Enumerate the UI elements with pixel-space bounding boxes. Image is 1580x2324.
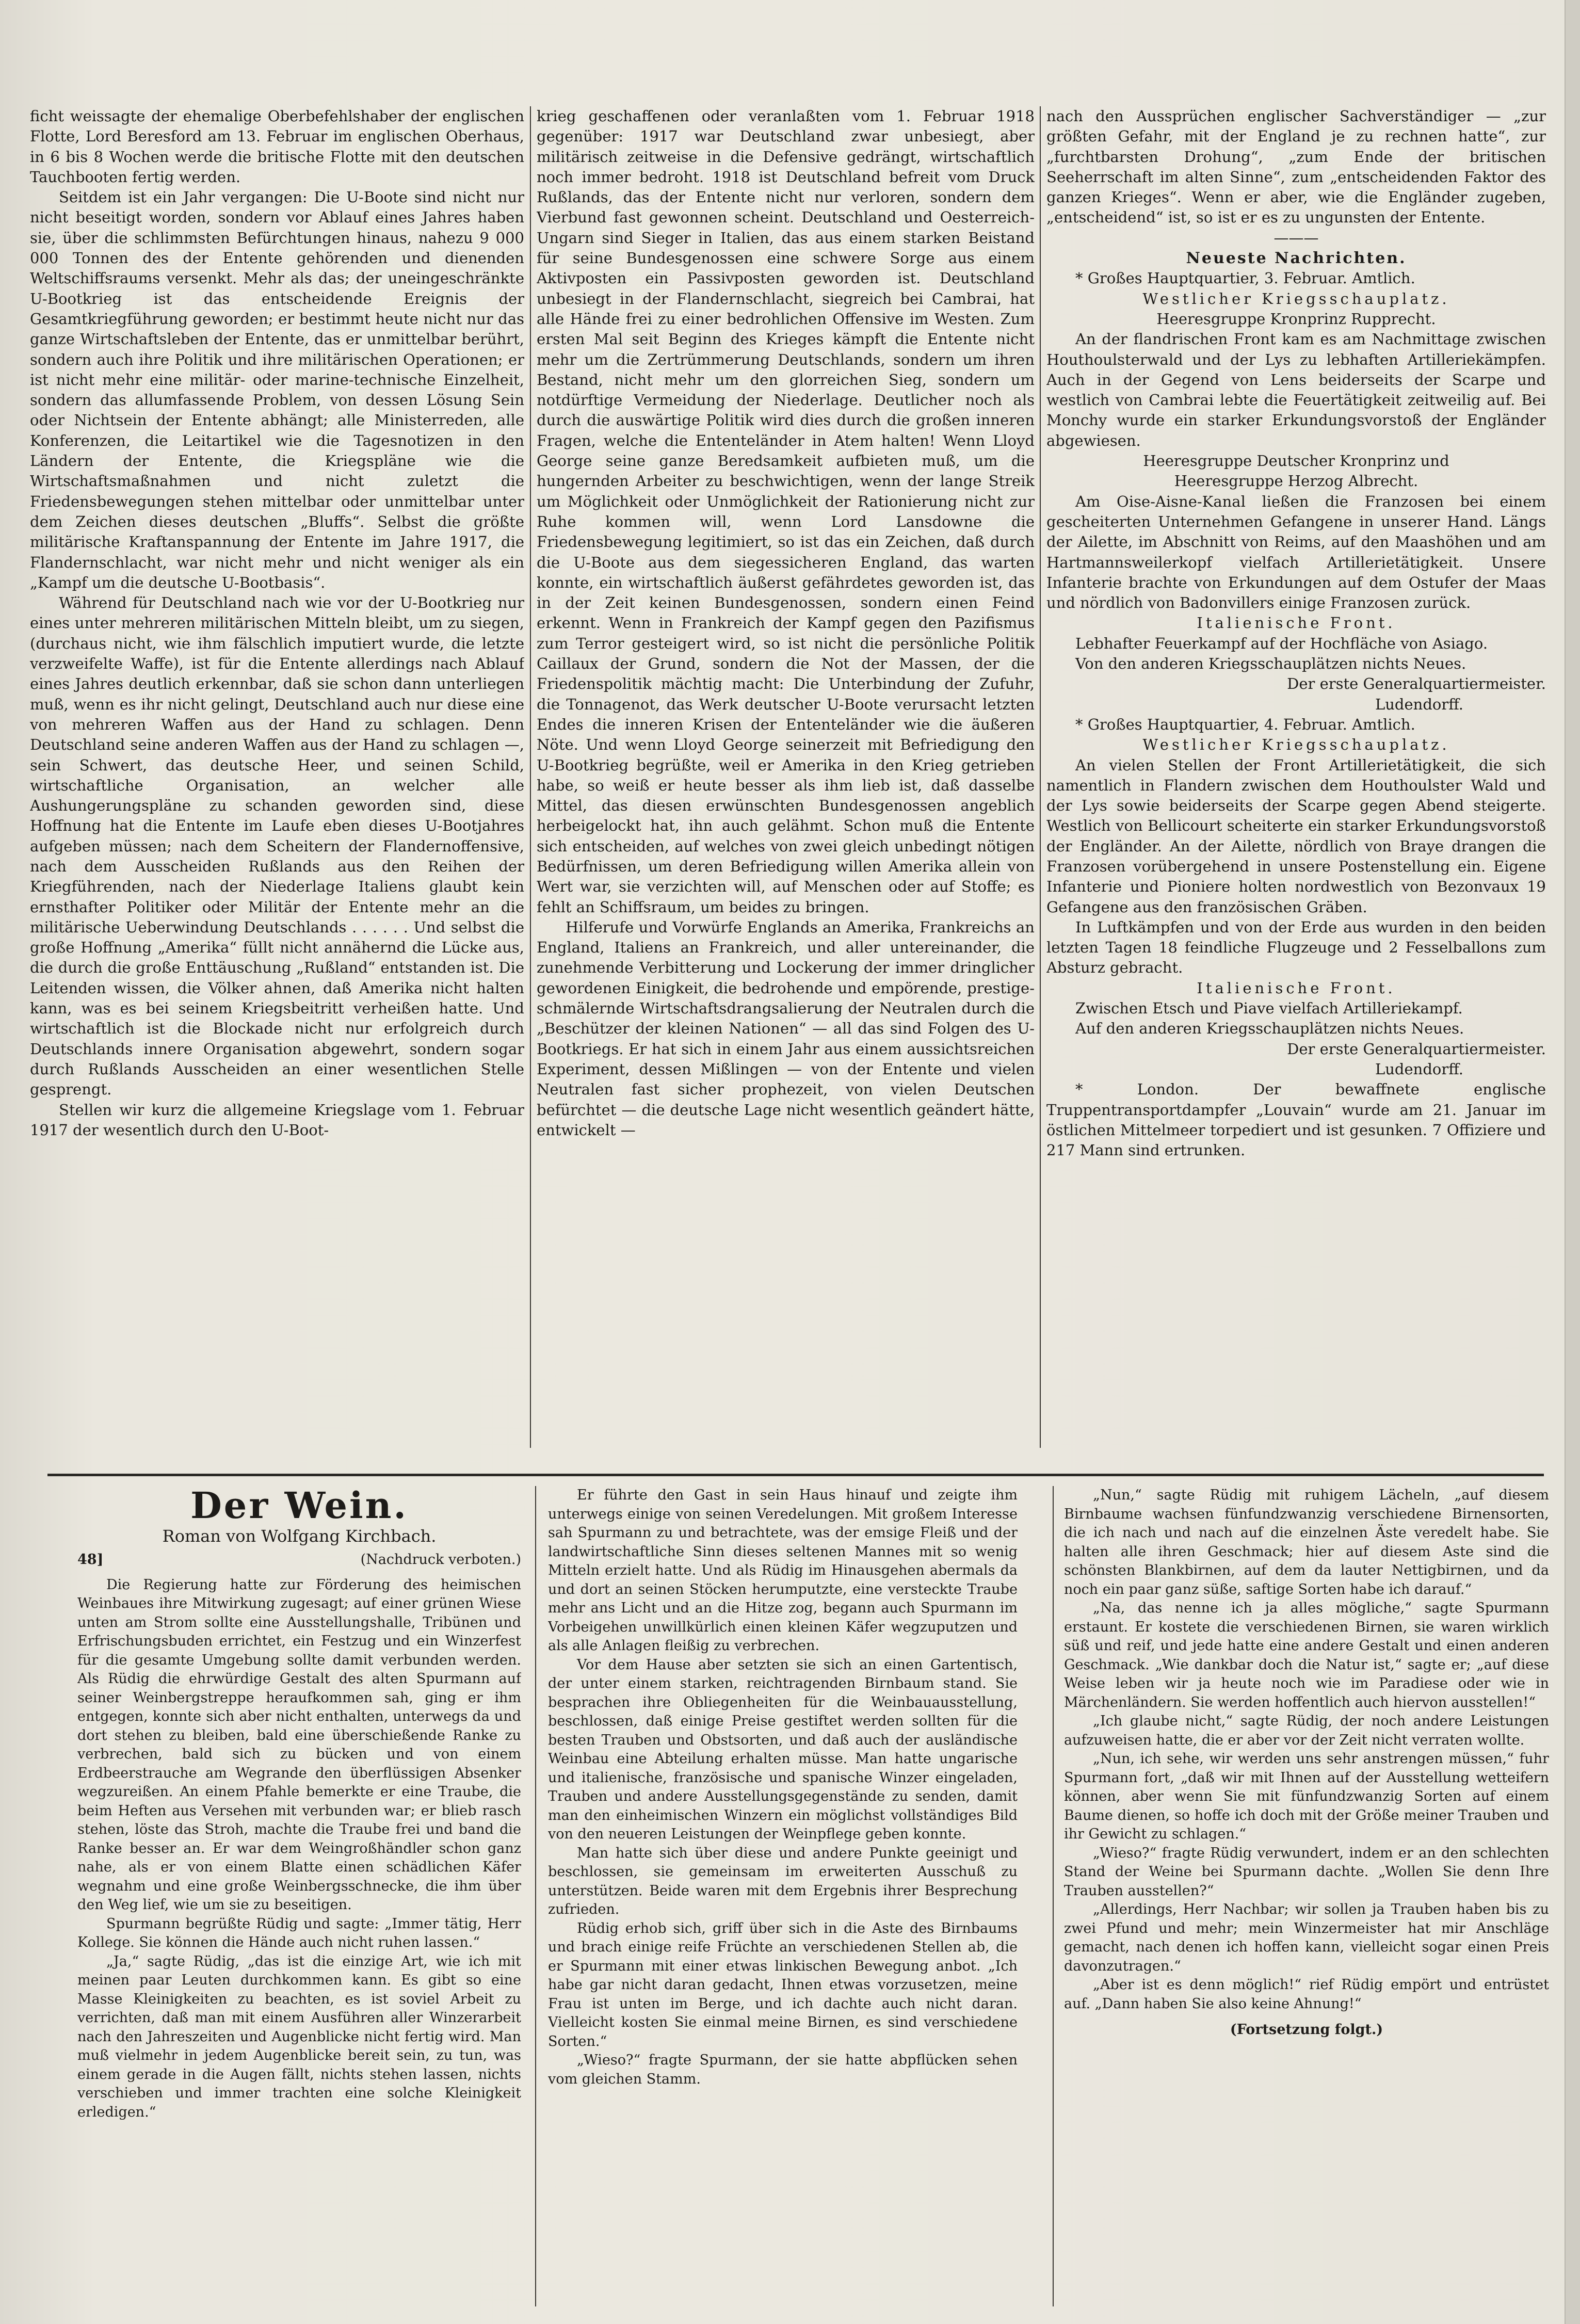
section-rule xyxy=(47,1474,1544,1476)
novel-column-3 xyxy=(1064,1486,1549,2306)
novel-paragraph: „Allerdings, Herr Nachbar; wir sollen ja Trauben haben bis zu zwei Pfund und mehr; mein Winzermeister hat mir Anschläge gemacht, nach denen ich hoffen kann, vielleicht sogar einen Preis davonzutragen.“ xyxy=(1064,1901,1549,1974)
novel-paragraph: Die Regierung hatte zur Förderung des heimischen Weinbaues ihre Mitwirkung zugesagt; auf einer grünen Wiese unten am Strom sollte eine Ausstellungshalle, Tribünen und Erfrischungsbuden errichtet, ein Festzug und ein Winzerfest für die gesamte Umgebung sollte damit verbunden werden. Als Rüdig die ehrwürdige Gestalt des alten Spurmann auf seiner Weinbergstreppe heraufkommen sah, ging er ihm entgegen, konnte sich aber nicht enthalten, unterwegs da und dort stehen zu bleiben, bald eine überschießende Ranke zu verbrechen, bald sich zu bücken und von einem Erdbeerstrauche am Wegrande den überflüssigen Absenker wegzureißen. An einem Pfahle bemerkte er eine Traube, die beim Heften aus Versehen mit verbunden war; er blieb rasch stehen, löste das Stroh, machte die Traube frei und band die Ranke besser an. Er war dem Weingroßhändler schon ganz nahe, als er von einem Blatte einen schädlichen Käfer wegnahm und eine große Weinbergsschnecke, die ihm über den Weg lief, wie um sie zu beseitigen. xyxy=(77,1576,521,1913)
army-group-heading: Heeresgruppe Herzog Albrecht. xyxy=(1174,472,1418,490)
theater-heading: Westlicher Kriegsschauplatz. xyxy=(1142,289,1450,308)
novel-paragraph: „Nun,“ sagte Rüdig mit ruhigem Lächeln, „auf diesem Birnbaume wachsen fünfundzwanzig verschiedene Birnensorten, die ich nach und nach auf die einzelnen Äste veredelt habe. Sie halten alle ihren Geschmack; hier auf diesem Aste sind die schönsten Blankbirnen, auf dem da lauter Nettigbirnen, und da noch ein paar ganz süße, saftige Sorten habe ich darauf.“ xyxy=(1064,1487,1549,1597)
news-column xyxy=(1046,106,1546,1446)
article-paragraph: krieg geschaffenen oder veranlaßten vom 1. Februar 1918 gegenüber: 1917 war Deutschland zwar unbesiegt, aber militärisch zeitweise in die Defensive gedrängt, wirtschaftlich noch immer bedroht. 1918 ist Deutschland befreit vom Druck Rußlands, das der Entente nicht nur verloren, sondern dem Vierbund fast gewonnen scheint. Deutschland und Oesterreich-Ungarn sind Sieger in Italien, das aus einem starken Beistand für seine Bundesgenossen eine schwere Sorge aus einem Aktivposten ein Passivposten geworden ist. Deutschland unbesiegt in der Flandernschlacht, siegreich bei Cambrai, hat alle Hände frei zu einer bedrohlichen Offensive im Westen. Zum ersten Mal seit Beginn des Krieges kämpft die Entente nicht mehr um die Zertrümmerung Deutschlands, sondern um ihren Bestand, nicht mehr um den glorreichen Sieg, sondern um notdürftige Vermeidung der Niederlage. Deutlicher noch als durch die auswärtige Politik wird dies durch die großen inneren Fragen, welche die Ententeländer in Atem halten! Wenn Lloyd George seine ganze Beredsamkeit aufbieten muß, um die hungernden Arbeiter zu beschwichtigen, wenn der lange Streik um Möglichkeit oder Unmöglichkeit der Rationierung nicht zur Ruhe kommen will, wenn Lord Lansdowne die Friedensbewegung legitimiert, so ist das ein Zeichen, daß durch die U-Boote aus dem siegessicheren England, das warten konnte, ein wirtschaftlich äußerst gefährdetes geworden ist, das in der Zeit keinen Bundesgenossen, sondern einen Feind erkennt. Wenn in Frankreich der Kampf gegen den Pazifismus zum Terror gesteigert wird, so ist nicht die persönliche Politik Caillaux der Grund, sondern die Not der Massen, der die Friedenspolitik mächtig macht: Die Unterbindung der Zufuhr, die Tonnagenot, das Werk deutscher U-Boote verursacht letzten Endes die inneren Krisen der Ententeländer wie die äußeren Nöte. Und wenn Lloyd George seinerzeit mit Befriedigung den U-Bootkrieg begrüßte, weil er Amerika in den Krieg getrieben habe, so weiß er heute besser als ihm lieb ist, daß dasselbe Mittel, das diesen erwünschten Bundesgenossen angeblich herbeigelockt hat, ihn auch gelähmt. Schon muß die Entente sich entscheiden, auf welches von zwei gleich unbedingt nötigen Bedürfnissen, um deren Befriedigung willen Amerika allein von Wert war, sie verzichten will, auf Menschen oder auf Stoffe; es fehlt an Schiffsraum, um beides zu bringen. xyxy=(537,107,1035,916)
novel-paragraph: Er führte den Gast in sein Haus hinauf und zeigte ihm unterwegs einige von seinen Veredelungen. Mit großem Interesse sah Spurmann zu und betrachtete, was der emsige Fleiß und der landwirtschaftliche Sinn dieses seltenen Mannes mit so wenig Mitteln erzielt hatte. Und als Rüdig im Hinausgehen abermals da und dort an seinen Stöcken herumputzte, eine versteckte Traube mehr ans Licht und an die Hitze zog, begann auch Spurmann im Vorbeigehen unwillkürlich einen kleinen Käfer wegzuputzen und als alle Anlagen fleißig zu verbrechen. xyxy=(548,1487,1018,1654)
report-paragraph: An vielen Stellen der Front Artillerietätigkeit, die sich namentlich in Flandern zwischen dem Houthoulster Wald und der Lys sowie beiderseits der Scarpe gegen Abend steigerte. Westlich von Bellicourt scheiterte ein starker Erkundungsvorstoß der Engländer. An der Ailette, nördlich von Braye drangen die Franzosen vorübergehend in unsere Postenstellung ein. Eigene Infanterie und Pioniere holten nordwestlich von Bezonvaux 19 Gefangene aus den französischen Gräben. xyxy=(1046,756,1546,916)
report-paragraph: Zwischen Etsch und Piave vielfach Artilleriekampf. xyxy=(1075,999,1463,1018)
novel-paragraph: „Wieso?“ fragte Rüdig verwundert, indem er an den schlechten Stand der Weine bei Spurmann dachte. „Wollen Sie denn Ihre Trauben ausstellen?“ xyxy=(1064,1845,1549,1899)
column-divider xyxy=(535,1486,536,2306)
report-paragraph: In Luftkämpfen und von der Erde aus wurden in den beiden letzten Tagen 18 feindliche Flugzeuge und 2 Fesselballons zum Absturz gebracht. xyxy=(1046,918,1546,977)
novel-paragraph: Rüdig erhob sich, griff über sich in die Aste des Birnbaums und brach einige reife Früchte an verschiedenen Stellen ab, die er Spurmann mit einer etwas linkischen Bewegung anbot. „Ich habe gar nicht daran gedacht, Ihnen etwas vorzusetzen, meine Frau ist unten im Berge, und ich dachte auch nicht daran. Vielleicht kosten Sie einmal meine Birnen, es sind verschiedene Sorten.“ xyxy=(548,1920,1018,2049)
army-group-heading: Heeresgruppe Deutscher Kronprinz und xyxy=(1143,452,1449,470)
report-dateline: * Großes Hauptquartier, 3. Februar. Amtlich. xyxy=(1075,269,1415,287)
article-paragraph: Während für Deutschland nach wie vor der U-Bootkrieg nur eines unter mehreren militärischen Mitteln bleibt, um zu siegen, (durchaus nicht, wie ihm fälschlich imputiert wurde, die letzte verzweifelte Waffe), ist für die Entente allerdings nach Ablauf eines Jahres deutlich erkennbar, daß sie schon dann unterliegen muß, wenn es ihr nicht gelingt, Deutschland auch nur diese eine von mehreren Waffen aus der Hand zu schlagen. Denn Deutschland seine anderen Waffen aus der Hand zu schlagen —, sein Schwert, das deutsche Heer, und seinen Schild, wirtschaftliche Organisation, an welcher alle Aushungerungspläne zu schanden geworden sind, diese Hoffnung hat die Entente im Laufe eben dieses U-Bootjahres aufgeben müssen; nach dem Scheitern der Flandernoffensive, nach dem Ausscheiden Rußlands aus den Reihen der Kriegführenden, nach der Niederlage Italiens glaubt kein ernsthafter Politiker oder Militär der Entente mehr an die militärische Ueberwindung Deutschlands . . . . . . Und selbst die große Hoffnung „Amerika“ füllt nicht annähernd die Lücke aus, die durch die große Enttäuschung „Rußland“ entstanden ist. Die Leitenden wissen, die Völker ahnen, daß Amerika nicht halten kann, was es bei seinem Kriegsbeitritt verheißen hatte. Und wirtschaftlich ist die Blockade nicht nur erfolgreich durch Deutschlands innere Organisation abgewehrt, sondern sogar durch Rußlands Ausscheiden an einer wesentlichen Stelle gesprengt. xyxy=(30,594,524,1099)
report-paragraph: Von den anderen Kriegsschauplätzen nichts Neues. xyxy=(1075,655,1466,673)
copyright-notice: (Nachdruck verboten.) xyxy=(360,1552,521,1568)
installment-number: 48] xyxy=(77,1552,104,1568)
novel-subtitle: Roman von Wolfgang Kirchbach. xyxy=(162,1526,437,1546)
report-signature: Der erste Generalquartiermeister. xyxy=(1287,675,1546,693)
novel-paragraph: „Wieso?“ fragte Spurmann, der sie hatte abpflücken sehen vom gleichen Stamm. xyxy=(548,2052,1018,2087)
novel-paragraph: „Ich glaube nicht,“ sagte Rüdig, der noch andere Leistungen aufzuweisen hatte, die er aber vor der Zeit nicht verraten wollte. xyxy=(1064,1713,1549,1748)
column-divider xyxy=(1053,1486,1054,2306)
article-paragraph: nach den Aussprüchen englischer Sachverständiger — „zur größten Gefahr, mit der England je zu rechnen hatte“, zur „furchtbarsten Drohung“, „zum Ende der britischen Seeherrschaft im alten Sinne“, zum „entscheidenden Faktor des ganzen Krieges“. Wenn er aber, wie die Engländer zugeben, „entscheidend“ ist, so ist er es zu ungunsten der Entente. xyxy=(1046,107,1546,227)
london-report: * London. Der bewaffnete englische Truppentransportdampfer „Louvain“ wurde am 21. Januar im östlichen Mittelmeer torpediert und ist gesunken. 7 Offiziere und 217 Mann sind ertrunken. xyxy=(1046,1080,1546,1159)
theater-heading: Italienische Front. xyxy=(1197,614,1396,632)
article-column-2 xyxy=(537,106,1035,1446)
article-paragraph: Seitdem ist ein Jahr vergangen: Die U-Boote sind nicht nur nicht beseitigt worden, sondern vor Ablauf eines Jahres haben sie, über die schlimmsten Befürchtungen hinaus, nahezu 9 000 000 Tonnen des der Entente gehörenden und dienenden Weltschiffsraums versenkt. Mehr als das; der uneingeschränkte U-Bootkrieg ist das entscheidende Ereignis der Gesamtkriegführung geworden; er bestimmt heute nicht nur das ganze Wirtschaftsleben der Entente, das er unmittelbar berührt, sondern auch ihre Politik und ihre militärischen Operationen; er ist nicht mehr eine militär- oder marine-technische Einzelheit, sondern das allumfassende Problem, von dessen Lösung Sein oder Nichtsein der Entente abhängt; alle Ministerreden, alle Konferenzen, die Leitartikel wie die Tagesnotizen in den Ländern der Entente, die Kriegspläne wie die Wirtschaftsmaßnahmen und nicht zuletzt die Friedensbewegungen stehen mittelbar oder unmittelbar unter dem Zeichen dieses deutschen „Bluffs“. Selbst die größte militärische Kraftanspannung der Entente im Jahre 1917, die Flandernschlacht, war nicht mehr und nicht weniger als ein „Kampf um die deutsche U-Bootbasis“. xyxy=(30,188,524,591)
article-paragraph: Stellen wir kurz die allgemeine Kriegslage vom 1. Februar 1917 der wesentlich durch den U-Boot- xyxy=(30,1101,524,1139)
report-dateline: * Großes Hauptquartier, 4. Februar. Amtlich. xyxy=(1075,715,1415,733)
continuation-note: (Fortsetzung folgt.) xyxy=(1230,2022,1383,2038)
report-paragraph: An der flandrischen Front kam es am Nachmittage zwischen Houthoulsterwald und der Lys zu lebhaften Artilleriekämpfen. Auch in der Gegend von Lens beiderseits der Scarpe und westlich von Cambrai lebte die Feuertätigkeit zeitweilig auf. Bei Monchy wurde ein starker Erkundungsvorstoß der Engländer abgewiesen. xyxy=(1046,330,1546,449)
report-paragraph: Am Oise-Aisne-Kanal ließen die Franzosen bei einem gescheiterten Unternehmen Gefangene in unserer Hand. Längs der Ailette, im Abschnitt von Reims, auf den Maashöhen und am Hartmannsweilerkopf vielfach Artillerietätigkeit. Unsere Infanterie brachte von Erkundungen auf dem Ostufer der Maas und nördlich von Badonvillers einige Franzosen zurück. xyxy=(1046,492,1546,612)
novel-column-1 xyxy=(77,1486,521,2306)
novel-paragraph: „Nun, ich sehe, wir werden uns sehr anstrengen müssen,“ fuhr Spurmann fort, „daß wir mit Ihnen auf der Ausstellung wetteifern können, aber wenn Sie mit fünfundzwanzig Sorten auf einem Baume dienen, so hoffe ich doch mit der Größe meiner Trauben und ihr Gewicht zu schlagen.“ xyxy=(1064,1751,1549,1842)
column-divider xyxy=(1040,106,1041,1448)
report-signature: Ludendorff. xyxy=(1375,695,1463,713)
novel-paragraph: Vor dem Hause aber setzten sie sich an einen Gartentisch, der unter einem starken, reichtragenden Birnbaum stand. Sie besprachen ihre Obliegenheiten für die Weinbauausstellung, beschlossen, daß einige Preise gestiftet werden sollten für die besten Trauben und Obstsorten, und daß auch der ausländische Weinbau eine Abteilung erhalten müsse. Man hatte ungarische und italienische, französische und spanische Winzer eingeladen, Trauben und andere Ausstellungsgegenstände zu senden, damit man den einheimischen Winzern ein möglichst vollständiges Bild von den neueren Leistungen der Weinpflege geben konnte. xyxy=(548,1656,1018,1842)
novel-paragraph: „Ja,“ sagte Rüdig, „das ist die einzige Art, wie ich mit meinen paar Leuten durchkommen kann. Es gibt so eine Masse Kleinigkeiten zu beachten, es ist soviel Arbeit zu verrichten, daß man mit einem Ausführen aller Winzerarbeit nach den Jahreszeiten und Augenblicke nicht fertig wird. Man muß vielmehr in jedem Augenblicke bereit sein, zu tun, was einem gerade in die Augen fällt, nichts stehen lassen, nichts verschieben und immer trachten eine solche Kleinigkeit erledigen.“ xyxy=(77,1953,521,2120)
report-paragraph: Auf den anderen Kriegsschauplätzen nichts Neues. xyxy=(1075,1020,1464,1038)
report-paragraph: Lebhafter Feuerkampf auf der Hochfläche von Asiago. xyxy=(1075,634,1488,652)
novel-paragraph: Man hatte sich über diese und andere Punkte geeinigt und beschlossen, sie gemeinsam im erweiterten Ausschuß zu unterstützen. Beide waren mit dem Ergebnis ihrer Besprechung zufrieden. xyxy=(548,1845,1018,1917)
theater-heading: Westlicher Kriegsschauplatz. xyxy=(1142,736,1450,754)
news-heading: Neueste Nachrichten. xyxy=(1186,249,1407,268)
novel-column-2 xyxy=(548,1486,1018,2306)
article-column-1 xyxy=(30,106,524,1446)
report-signature: Der erste Generalquartiermeister. xyxy=(1287,1040,1546,1058)
column-divider xyxy=(530,106,531,1448)
novel-paragraph: Spurmann begrüßte Rüdig und sagte: „Immer tätig, Herr Kollege. Sie können die Hände auch nicht ruhen lassen.“ xyxy=(77,1915,521,1950)
theater-heading: Italienische Front. xyxy=(1197,979,1396,997)
page-edge xyxy=(1565,0,1580,2324)
army-group-heading: Heeresgruppe Kronprinz Rupprecht. xyxy=(1156,310,1436,328)
novel-title: Der Wein. xyxy=(190,1486,408,1527)
section-divider: ——— xyxy=(1273,229,1319,247)
novel-paragraph: „Na, das nenne ich ja alles mögliche,“ sagte Spurmann erstaunt. Er kostete die verschiedenen Birnen, sie waren wirklich süß und reif, und jede hatte eine andere Gestalt und einen anderen Geschmack. „Wie dankbar doch die Natur ist,“ sagte er; „auf diese Weise leben wir ja heute noch wie im Paradiese oder wie in Märchenländern. Sie werden hoffentlich auch hiervon ausstellen!“ xyxy=(1064,1600,1549,1710)
report-signature: Ludendorff. xyxy=(1375,1060,1463,1078)
article-paragraph: Hilferufe und Vorwürfe Englands an Amerika, Frankreichs an England, Italiens an Frankreich, und aller untereinander, die zunehmende Verbitterung und Lockerung der immer dringlicher gewordenen Einigkeit, die bedrohende und empörende, prestige-schmälernde Wirtschaftsdrangsalierung der Neutralen durch die „Beschützer der kleinen Nationen“ — all das sind Folgen des U-Bootkriegs. Er hat sich in einem Jahr aus einem aussichtsreichen Experiment, dessen Mißlingen — von der Entente und vielen Neutralen fast sicher prophezeit, von vielen Deutschen befürchtet — die deutsche Lage nicht wesentlich geändert hätte, entwickelt — xyxy=(537,918,1035,1139)
article-paragraph: ficht weissagte der ehemalige Oberbefehlshaber der englischen Flotte, Lord Beresford am 13. Februar im englischen Oberhaus, in 6 bis 8 Wochen werde die britische Flotte mit den deutschen Tauchbooten fertig werden. xyxy=(30,107,524,186)
novel-paragraph: „Aber ist es denn möglich!“ rief Rüdig empört und entrüstet auf. „Dann haben Sie also keine Ahnung!“ xyxy=(1064,1977,1549,2012)
